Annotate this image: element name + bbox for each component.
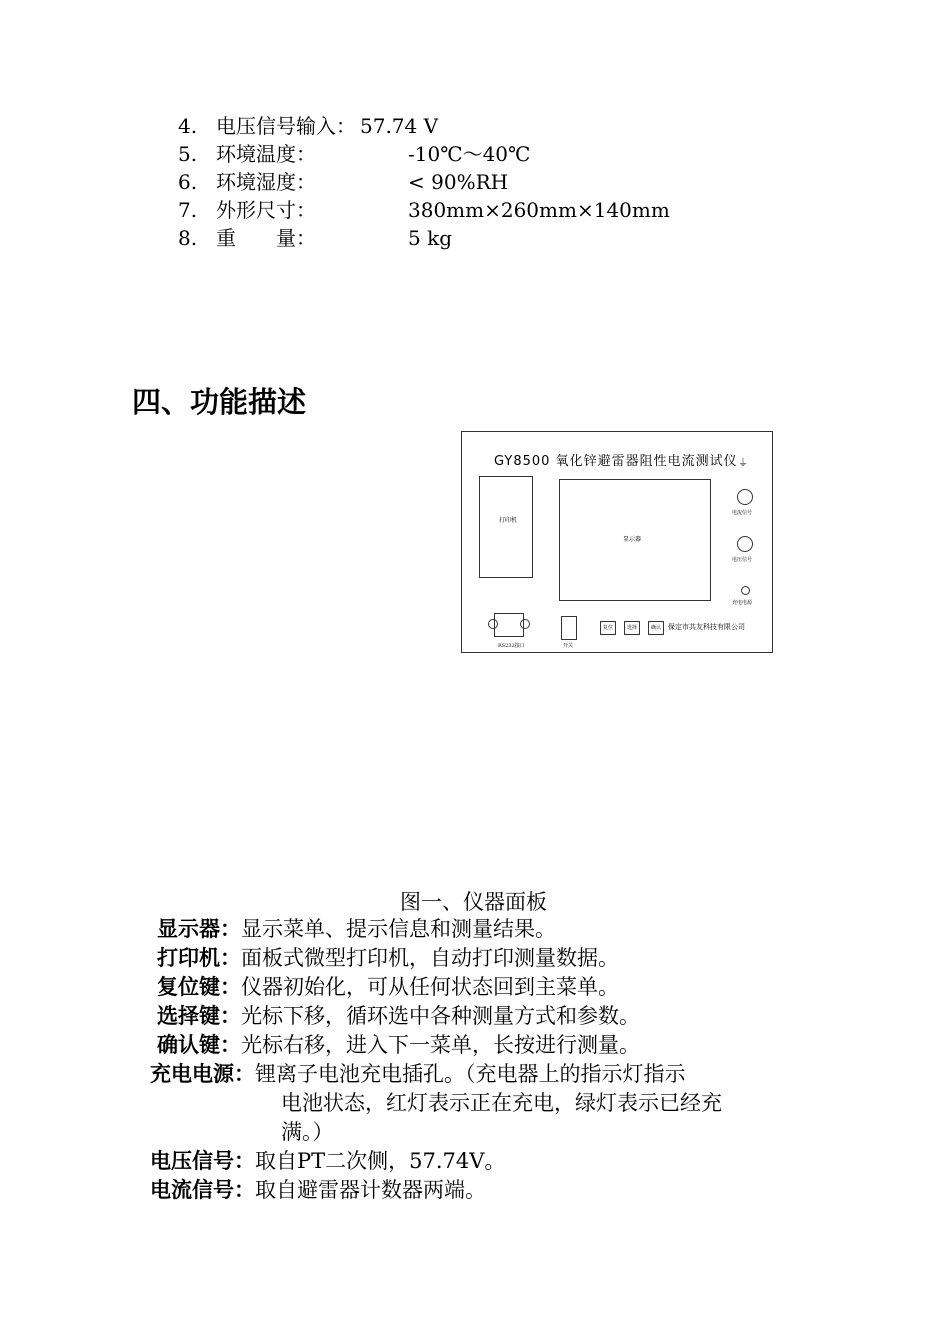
figure-caption: 图一、仪器面板 <box>400 890 547 914</box>
description-item <box>150 1060 686 1089</box>
spec-item <box>178 168 509 196</box>
spec-value: < 90%RH <box>408 170 509 194</box>
spec-label: 电压信号输入： <box>216 114 356 138</box>
spec-item <box>178 140 531 168</box>
spec-item <box>178 196 670 224</box>
description-text: 锂离子电池充电插孔。（充电器上的指示灯指示 <box>255 1062 686 1086</box>
spec-label: 外形尺寸： <box>216 198 316 222</box>
power-switch <box>561 616 577 640</box>
printer-box <box>479 476 533 578</box>
description-text: 光标右移，进入下一菜单，长按进行测量。 <box>241 1033 640 1057</box>
spec-value: 57.74 V <box>360 114 439 138</box>
printer-label: 打印机 <box>499 517 518 524</box>
spec-number: 8. <box>178 226 198 250</box>
spec-value: 380mm×260mm×140mm <box>408 198 670 222</box>
description-text: 仪器初始化，可从任何状态回到主菜单。 <box>241 975 619 999</box>
description-text: 显示菜单、提示信息和测量结果。 <box>241 917 556 941</box>
description-item <box>157 1031 640 1060</box>
display-label: 显示器 <box>623 536 642 543</box>
select-button-figure: 选择 <box>624 621 640 635</box>
description-term: 显示器： <box>157 917 241 941</box>
socket-hole-icon <box>488 619 498 629</box>
spec-value: -10℃～40℃ <box>408 142 531 166</box>
company-name: 保定市共友科技有限公司 <box>668 623 745 631</box>
spec-value: 5 kg <box>408 226 453 250</box>
current-jack-icon <box>737 489 753 505</box>
description-term: 充电电源： <box>150 1062 255 1086</box>
socket-label: RS232接口 <box>498 643 525 649</box>
description-text: 光标下移，循环选中各种测量方式和参数。 <box>241 1004 640 1028</box>
charge-jack-icon <box>741 586 750 595</box>
spec-item <box>178 224 453 252</box>
voltage-jack-icon <box>737 536 753 552</box>
spec-item <box>178 112 438 140</box>
instrument-panel-figure <box>461 431 773 653</box>
display-box <box>559 479 711 601</box>
switch-label: 开关 <box>563 643 574 649</box>
description-text: 面板式微型打印机，自动打印测量数据。 <box>241 946 619 970</box>
description-term: 选择键： <box>157 1004 241 1028</box>
description-item <box>157 944 619 973</box>
description-term: 确认键： <box>157 1033 241 1057</box>
description-item <box>157 973 619 1002</box>
section-heading: 四、功能描述 <box>132 385 307 419</box>
description-item <box>157 1002 640 1031</box>
current-signal-label: 电流信号 <box>732 510 753 516</box>
voltage-signal-label: 电压信号 <box>732 557 753 563</box>
spec-label: 环境湿度： <box>216 170 316 194</box>
description-term: 电压信号： <box>150 1149 255 1173</box>
spec-number: 6. <box>178 170 198 194</box>
description-text: 取自避雷器计数器两端。 <box>255 1178 486 1202</box>
confirm-button-figure: 确认 <box>648 621 664 635</box>
charge-power-label: 充电电源 <box>732 600 753 606</box>
panel-title: GY8500 氧化锌避雷器阻性电流测试仪 <box>494 454 738 469</box>
description-term: 复位键： <box>157 975 241 999</box>
description-continuation: 满。） <box>281 1120 334 1144</box>
serial-socket-icon <box>488 610 530 638</box>
description-item <box>150 1176 486 1205</box>
spec-label: 重 量： <box>216 226 316 250</box>
socket-hole-icon <box>520 619 530 629</box>
spec-number: 5. <box>178 142 198 166</box>
description-term: 打印机： <box>157 946 241 970</box>
ground-icon: ⏚ <box>738 458 748 469</box>
spec-number: 7. <box>178 198 198 222</box>
description-text: 取自PT二次侧，57.74V。 <box>255 1149 506 1173</box>
spec-label: 环境温度： <box>216 142 316 166</box>
description-item <box>157 915 556 944</box>
spec-number: 4. <box>178 114 198 138</box>
reset-button-figure: 复位 <box>600 621 616 635</box>
description-term: 电流信号： <box>150 1178 255 1202</box>
description-item <box>150 1147 505 1176</box>
description-continuation: 电池状态，红灯表示正在充电，绿灯表示已经充 <box>281 1091 722 1115</box>
